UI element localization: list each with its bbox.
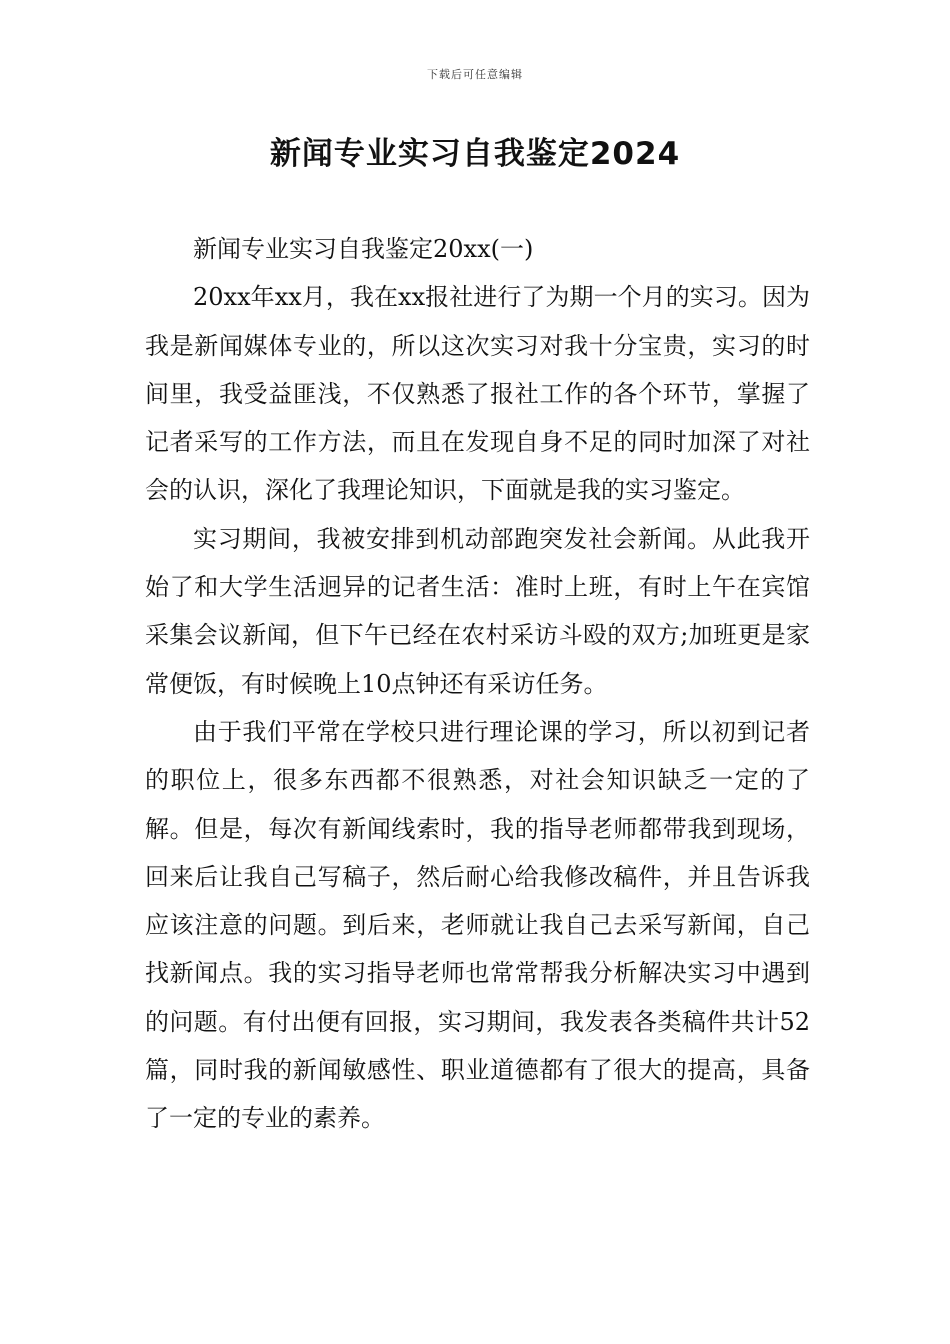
paragraph-3: 由于我们平常在学校只进行理论课的学习，所以初到记者的职位上，很多东西都不很熟悉，对社会知识缺乏一定的了解。但是，每次有新闻线索时，我的指导老师都带我到现场，回来后让我自己写稿子，然后耐心给我修改稿件，并且告诉我应该注意的问题。到后来，老师就让我自己去采写新闻，自己找新闻点。我的实习指导老师也常常帮我分析解决实习中遇到的问题。有付出便有回报，实习期间，我发表各类稿件共计52篇，同时我的新闻敏感性、职业道德都有了很大的提高，具备了一定的专业的素养。 bbox=[145, 717, 810, 1133]
document-body bbox=[145, 225, 810, 1143]
paragraph-2: 实习期间，我被安排到机动部跑突发社会新闻。从此我开始了和大学生活迥异的记者生活：准时上班，有时上午在宾馆采集会议新闻，但下午已经在农村采访斗殴的双方;加班更是家常便饭，有时候晚上10点钟还有采访任务。 bbox=[145, 524, 810, 698]
document-title: 新闻专业实习自我鉴定2024 bbox=[269, 136, 681, 172]
header-note: 下载后可任意编辑 bbox=[427, 68, 523, 81]
section-subheading: 新闻专业实习自我鉴定20xx(一) bbox=[193, 235, 534, 263]
paragraph-1: 20xx年xx月，我在xx报社进行了为期一个月的实习。因为我是新闻媒体专业的，所以这次实习对我十分宝贵，实习的时间里，我受益匪浅，不仅熟悉了报社工作的各个环节，掌握了记者采写的工作方法，而且在发现自身不足的同时加深了对社会的认识，深化了我理论知识，下面就是我的实习鉴定。 bbox=[145, 283, 810, 505]
